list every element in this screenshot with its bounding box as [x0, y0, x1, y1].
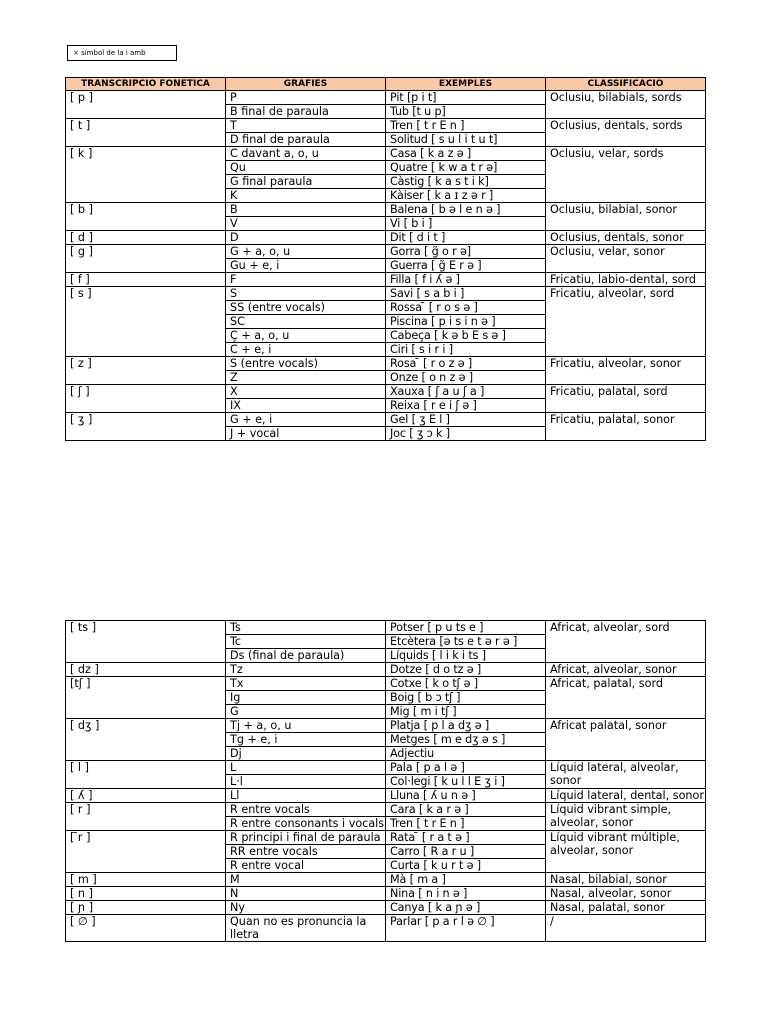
grafia-cell: J + vocal: [226, 427, 386, 441]
grafia-cell: Tz: [226, 663, 386, 677]
example-cell: Rosa ̄ [ r o z ə ]: [386, 357, 546, 371]
example-cell: Mà [ m a ]: [386, 873, 546, 887]
grafia-cell: Tx: [226, 677, 386, 691]
classification-cell: Fricatiu, labio-dental, sord: [546, 273, 706, 287]
grafia-cell: G: [226, 705, 386, 719]
table-body: [66, 91, 706, 441]
example-cell: Xauxa [ ʃ a u ʃ a ]: [386, 385, 546, 399]
classification-cell: Oclusiu, bilabial, sonor: [546, 203, 706, 231]
phonetic-symbol: [ ʒ ]: [66, 413, 226, 441]
example-cell: Guerra [ g̃ E r ə ]: [386, 259, 546, 273]
grafia-cell: Quan no es pronuncia la lletra: [226, 915, 386, 942]
grafia-cell: SC: [226, 315, 386, 329]
classification-cell: Líquid vibrant múltiple, alveolar, sonor: [546, 831, 706, 873]
example-cell: Potser [ p u ts e ]: [386, 621, 546, 635]
classification-cell: Nasal, bilabial, sonor: [546, 873, 706, 887]
phonetic-symbol: [ l ]: [66, 761, 226, 789]
example-cell: Rossa ̄ [ r o s ə ]: [386, 301, 546, 315]
grafia-cell: Ds (final de paraula): [226, 649, 386, 663]
table-row: [66, 119, 706, 133]
example-cell: Joc [ ʒ ɔ k ]: [386, 427, 546, 441]
table-row: [66, 413, 706, 427]
classification-cell: Nasal, alveolar, sonor: [546, 887, 706, 901]
grafia-cell: M: [226, 873, 386, 887]
grafia-cell: Ç + a, o, u: [226, 329, 386, 343]
classification-cell: Oclusiu, bilabials, sords: [546, 91, 706, 119]
classification-cell: Fricatiu, palatal, sord: [546, 385, 706, 413]
classification-cell: Fricatiu, alveolar, sord: [546, 287, 706, 357]
grafia-cell: C davant a, o, u: [226, 147, 386, 161]
header-classificacio: CLASSIFICACIO: [546, 78, 706, 91]
grafia-cell: D final de paraula: [226, 133, 386, 147]
example-cell: Vi [ b i ]: [386, 217, 546, 231]
grafia-cell: R entre vocals: [226, 803, 386, 817]
classification-cell: Líquid vibrant simple, alveolar, sonor: [546, 803, 706, 831]
example-cell: Tren [ t r E n ]: [386, 119, 546, 133]
phonetic-symbol: [ ʃ ]: [66, 385, 226, 413]
table-row: [66, 831, 706, 845]
example-cell: Mig [ m i tʃ ]: [386, 705, 546, 719]
example-cell: Quatre [ k w a t r ə]: [386, 161, 546, 175]
grafia-cell: Z: [226, 371, 386, 385]
example-cell: Platja [ p l a dʒ ə ]: [386, 719, 546, 733]
phonetic-symbol: [ ∅ ]: [66, 915, 226, 942]
grafia-cell: G + e, i: [226, 413, 386, 427]
grafia-cell: Tc: [226, 635, 386, 649]
grafia-cell: T: [226, 119, 386, 133]
phonetic-symbol: [ f ]: [66, 273, 226, 287]
grafia-cell: B final de paraula: [226, 105, 386, 119]
table-row: [66, 287, 706, 301]
example-cell: Onze [ o n z ə ]: [386, 371, 546, 385]
example-cell: Kàiser [ k a ɪ z ə r ]: [386, 189, 546, 203]
example-cell: Lluna [ ʎ u n ə ]: [386, 789, 546, 803]
grafia-cell: G + a, o, u: [226, 245, 386, 259]
example-cell: Etcètera [ə ts e t ə r ə ]: [386, 635, 546, 649]
grafia-cell: K: [226, 189, 386, 203]
phonetic-symbol: [ ts ]: [66, 621, 226, 663]
phonetics-table-2: [65, 620, 706, 942]
grafia-cell: Ts: [226, 621, 386, 635]
example-cell: Ciri [ s i r i ]: [386, 343, 546, 357]
example-cell: Piscina [ p i s i n ə ]: [386, 315, 546, 329]
phonetic-symbol: [ d ]: [66, 231, 226, 245]
phonetic-symbol: [ k ]: [66, 147, 226, 203]
example-cell: Rata ̄ [ r a t ə ]: [386, 831, 546, 845]
table-row: [66, 245, 706, 259]
header-grafies: GRAFIES: [226, 78, 386, 91]
phonetic-symbol: [ ɲ ]: [66, 901, 226, 915]
phonetic-symbol: [ b ]: [66, 203, 226, 231]
grafia-cell: S: [226, 287, 386, 301]
example-cell: Savi [ s a b i ]: [386, 287, 546, 301]
phonetic-symbol: [ t ]: [66, 119, 226, 147]
phonetic-symbol: [ r ]: [66, 803, 226, 831]
grafia-cell: Gu + e, i: [226, 259, 386, 273]
grafia-cell: B: [226, 203, 386, 217]
table-row: [66, 761, 706, 775]
example-cell: Filla [ f i ʎ ə ]: [386, 273, 546, 287]
example-cell: Pit [p i t]: [386, 91, 546, 105]
grafia-cell: L·l: [226, 775, 386, 789]
example-cell: Tren [ t r E n ]: [386, 817, 546, 831]
table-row: [66, 901, 706, 915]
grafia-cell: C + e, i: [226, 343, 386, 357]
classification-cell: Africat, alveolar, sonor: [546, 663, 706, 677]
grafia-cell: Dj: [226, 747, 386, 761]
table-row: [66, 231, 706, 245]
classification-cell: Nasal, palatal, sonor: [546, 901, 706, 915]
table-row: [66, 873, 706, 887]
grafia-cell: Tg + e, i: [226, 733, 386, 747]
phonetic-symbol: [ ʎ ]: [66, 789, 226, 803]
example-cell: Balena [ b ə l e n ə ]: [386, 203, 546, 217]
classification-cell: Líquid lateral, alveolar, sonor: [546, 761, 706, 789]
phonetic-symbol: [ s ]: [66, 287, 226, 357]
grafia-cell: R principi i final de paraula: [226, 831, 386, 845]
example-cell: Carro [ R̄ a r u ]: [386, 845, 546, 859]
example-cell: Líquids [ l i k i ts ]: [386, 649, 546, 663]
phonetic-symbol: [ g ]: [66, 245, 226, 273]
example-cell: Gel [ ʒ E l ]: [386, 413, 546, 427]
grafia-cell: L: [226, 761, 386, 775]
classification-cell: Africat palatal, sonor: [546, 719, 706, 761]
example-cell: Dotze [ d o tz ə ]: [386, 663, 546, 677]
grafia-cell: D: [226, 231, 386, 245]
table-row: [66, 147, 706, 161]
classification-cell: Fricatiu, alveolar, sonor: [546, 357, 706, 385]
table-row: [66, 203, 706, 217]
example-cell: Dit [ d i t ]: [386, 231, 546, 245]
grafia-cell: RR entre vocals: [226, 845, 386, 859]
phonetic-symbol: [ m ]: [66, 873, 226, 887]
example-cell: Nina [ n i n ə ]: [386, 887, 546, 901]
grafia-cell: R entre consonants i vocals: [226, 817, 386, 831]
example-cell: Casa [ k a z ə ]: [386, 147, 546, 161]
table-row: [66, 621, 706, 635]
classification-cell: Africat, palatal, sord: [546, 677, 706, 719]
classification-cell: Oclusiu, velar, sords: [546, 147, 706, 203]
table-row: [66, 719, 706, 733]
table-row: [66, 789, 706, 803]
classification-cell: Africat, alveolar, sord: [546, 621, 706, 663]
phonetic-symbol: [ p ]: [66, 91, 226, 119]
grafia-cell: F: [226, 273, 386, 287]
grafia-cell: N: [226, 887, 386, 901]
classification-cell: Oclusius, dentals, sords: [546, 119, 706, 147]
table-row: [66, 677, 706, 691]
table-row: [66, 663, 706, 677]
example-cell: Cotxe [ k o tʃ ə ]: [386, 677, 546, 691]
example-cell: Cabeça [ k ə b E s ə ]: [386, 329, 546, 343]
classification-cell: Oclusiu, velar, sonor: [546, 245, 706, 273]
example-cell: Col·legi [ k u l l E ʒ i ]: [386, 775, 546, 789]
table-header-row: [66, 78, 706, 91]
example-cell: Solitud [ s u l i t u t]: [386, 133, 546, 147]
table-row: [66, 385, 706, 399]
grafia-cell: Tj + a, o, u: [226, 719, 386, 733]
phonetic-symbol: [ z ]: [66, 357, 226, 385]
phonetic-symbol: [tʃ ]: [66, 677, 226, 719]
table-row: [66, 91, 706, 105]
table-body: [66, 621, 706, 942]
grafia-cell: P: [226, 91, 386, 105]
example-cell: Canya [ k a ɲ ə ]: [386, 901, 546, 915]
grafia-cell: Ny: [226, 901, 386, 915]
classification-cell: Fricatiu, palatal, sonor: [546, 413, 706, 441]
grafia-cell: X: [226, 385, 386, 399]
phonetic-symbol: [ dʒ ]: [66, 719, 226, 761]
grafia-cell: Ig: [226, 691, 386, 705]
classification-cell: Oclusius, dentals, sonor: [546, 231, 706, 245]
table-row: [66, 887, 706, 901]
grafia-cell: S (entre vocals): [226, 357, 386, 371]
classification-cell: Líquid lateral, dental, sonor: [546, 789, 706, 803]
example-cell: Cara [ k a r ə ]: [386, 803, 546, 817]
grafia-cell: Ll: [226, 789, 386, 803]
example-cell: Adjectiu: [386, 747, 546, 761]
phonetics-table-1: [65, 77, 706, 441]
example-cell: Pala [ p a l ə ]: [386, 761, 546, 775]
example-cell: Metges [ m e dʒ ə s ]: [386, 733, 546, 747]
grafia-cell: SS (entre vocals): [226, 301, 386, 315]
example-cell: Gorra [ g̃ o r ə]: [386, 245, 546, 259]
header-transcripcio: TRANSCRIPCIO FONETICA: [66, 78, 226, 91]
phonetic-symbol: [ dz ]: [66, 663, 226, 677]
phonetic-symbol: [ n ]: [66, 887, 226, 901]
grafia-cell: V: [226, 217, 386, 231]
grafia-cell: R entre vocal: [226, 859, 386, 873]
example-cell: Curta [ k̄ u r t ə ]: [386, 859, 546, 873]
example-cell: Tub [t u p]: [386, 105, 546, 119]
table-row: [66, 803, 706, 817]
example-cell: Càstig [ k a s t i k]: [386, 175, 546, 189]
classification-cell: /: [546, 915, 706, 942]
legend-note: × símbol de la i amb: [67, 45, 177, 61]
grafia-cell: Qu: [226, 161, 386, 175]
header-exemples: EXEMPLES: [386, 78, 546, 91]
grafia-cell: IX: [226, 399, 386, 413]
table-row: [66, 357, 706, 371]
phonetic-symbol: [ ̄r ]: [66, 831, 226, 873]
example-cell: Parlar [ p a r l ə ∅ ]: [386, 915, 546, 942]
example-cell: Boig [ b ɔ tʃ ]: [386, 691, 546, 705]
example-cell: Reixa [ r e i ʃ ə ]: [386, 399, 546, 413]
grafia-cell: G final paraula: [226, 175, 386, 189]
table-row: [66, 915, 706, 942]
table-row: [66, 273, 706, 287]
